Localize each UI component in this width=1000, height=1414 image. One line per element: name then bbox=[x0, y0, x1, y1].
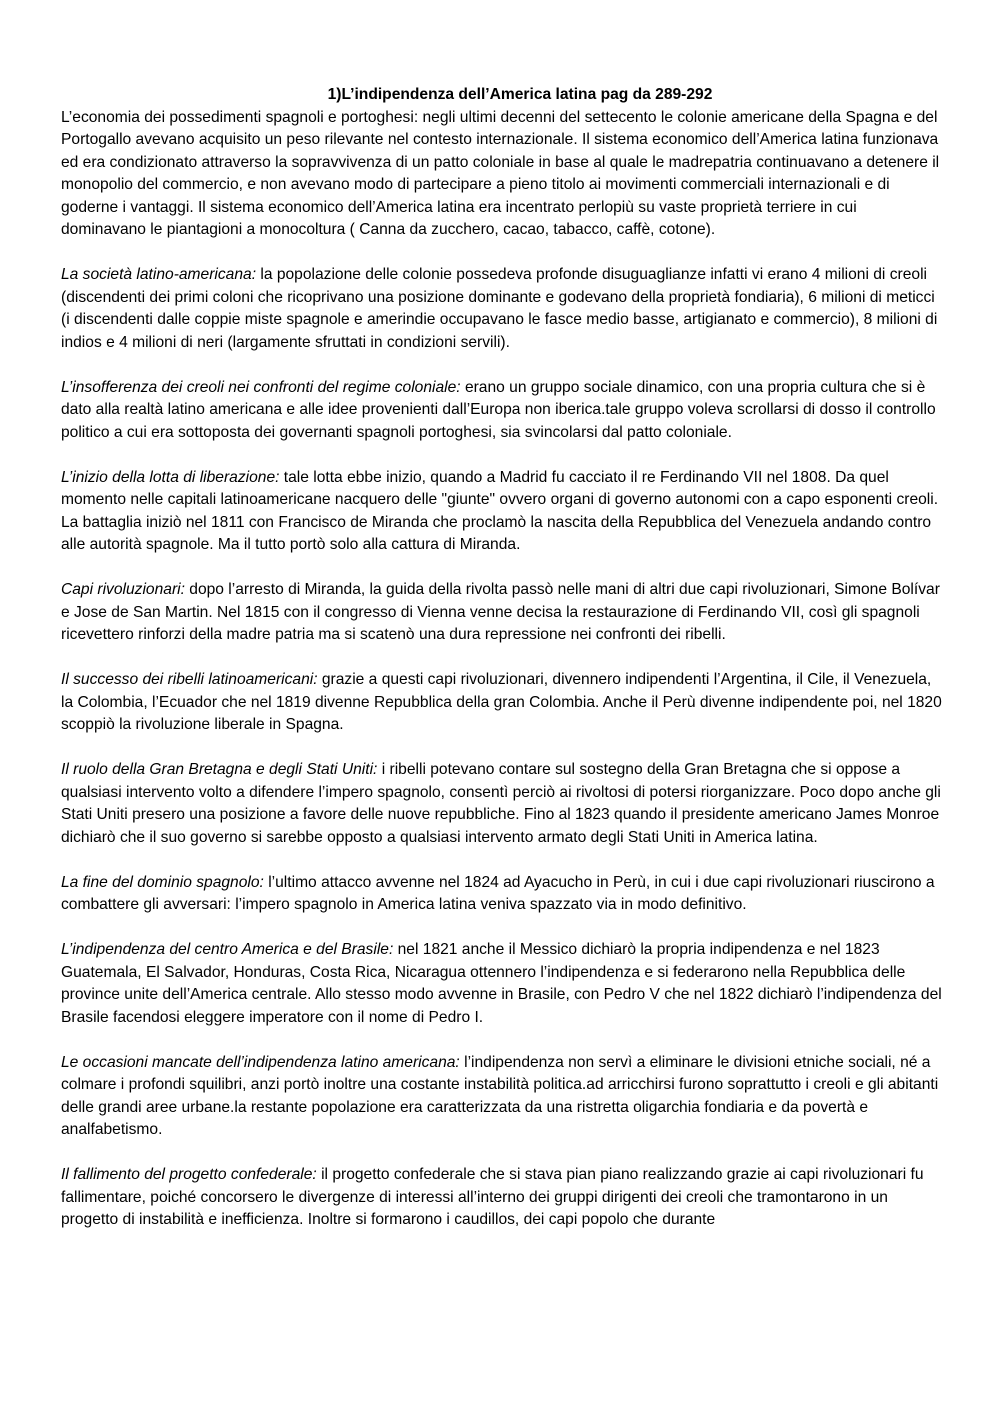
section-heading: Capi rivoluzionari: bbox=[61, 581, 185, 598]
document-page bbox=[61, 84, 943, 1254]
section-paragraph bbox=[61, 579, 943, 647]
section-text: i ribelli potevano contare sul sostegno della Gran Bretagna che si oppose a qualsiasi intervento volto a difendere l’impero spagnolo, consentì perciò ai rivoltosi di potersi riorganizzare. Poco dopo anche gli Stati Uniti presero una posizione a favore delle nuove repubbliche. Fino al 1823 quando il presidente americano James Monroe dichiarò che il suo governo si sarebbe opposto a qualsiasi intervento armato degli Stati Uniti in America latina. bbox=[61, 761, 941, 846]
section-paragraph bbox=[61, 939, 943, 1029]
section-heading: Il ruolo della Gran Bretagna e degli Stati Uniti: bbox=[61, 761, 378, 778]
section-heading: L’indipendenza del centro America e del Brasile: bbox=[61, 941, 394, 958]
section-paragraph bbox=[61, 1164, 943, 1232]
section-paragraph bbox=[61, 872, 943, 917]
section-heading: L’insofferenza dei creoli nei confronti del regime coloniale: bbox=[61, 378, 461, 396]
section-paragraph bbox=[61, 759, 943, 849]
section-text: nel 1821 anche il Messico dichiarò la propria indipendenza e nel 1823 Guatemala, El Salvador, Honduras, Costa Rica, Nicaragua ottennero l’indipendenza e si federarono nella Repubblica delle province unite dell’America centrale. Allo stesso modo avvenne in Brasile, con Pedro V che nel 1822 dichiarò l’indipendenza del Brasile facendosi eleggere imperatore con il nome di Pedro I. bbox=[61, 941, 942, 1026]
section-paragraph bbox=[61, 264, 943, 354]
section-heading: Le occasioni mancate dell’indipendenza latino americana: bbox=[61, 1053, 460, 1071]
section-heading: La società latino-americana: bbox=[61, 266, 257, 283]
section-paragraph bbox=[61, 377, 943, 445]
section-text: erano un gruppo sociale dinamico, con una propria cultura che si è dato alla realtà latino americana e alle idee provenienti dall’Europa non iberica.tale gruppo voleva scrollarsi di dosso il controllo politico a cui era sottoposta dei governanti spagnoli portoghesi, sia svincolarsi dal patto coloniale. bbox=[61, 378, 936, 441]
section-paragraph bbox=[61, 1052, 943, 1142]
section-text: l’indipendenza non servì a eliminare le divisioni etniche sociali, né a colmare i profondi squilibri, anzi portò inoltre una costante instabilità politica.ad arricchirsi furono soprattutto i creoli e gli abitanti delle grandi aree urbane.la restante popolazione era caratterizzata da una ristretta oligarchia fondiaria e da povertà e analfabetismo. bbox=[61, 1053, 939, 1138]
section-heading: L’inizio della lotta di liberazione: bbox=[61, 468, 280, 486]
section-text: l’ultimo attacco avvenne nel 1824 ad Ayacucho in Perù, in cui i due capi rivoluzionari riuscirono a combattere gli avversari: l’impero spagnolo in America latina veniva spazzato via in modo definitivo. bbox=[61, 873, 935, 913]
section-text: grazie a questi capi rivoluzionari, divennero indipendenti l’Argentina, il Cile, il Venezuela, la Colombia, l’Ecuador che nel 1819 divenne Repubblica della gran Colombia. Anche il Perù divenne indipendente poi, nel 1820 scoppiò la rivoluzione liberale in Spagna. bbox=[61, 671, 942, 733]
section-heading: Il successo dei ribelli latinoamericani: bbox=[61, 671, 318, 688]
section-text: dopo l’arresto di Miranda, la guida della rivolta passò nelle mani di altri due capi rivoluzionari, Simone Bolívar e Jose de San Martin. Nel 1815 con il congresso di Vienna venne decisa la restaurazione di Ferdinando VII, così gli spagnoli ricevettero rinforzi della madre patria ma si scatenò una dura repressione nei confronti dei ribelli. bbox=[61, 581, 940, 643]
section-heading: Il fallimento del progetto confederale: bbox=[61, 1166, 317, 1183]
page-title: 1)L’indipendenza dell’America latina pag da 289-292 bbox=[327, 86, 713, 103]
intro-paragraph: L’economia dei possedimenti spagnoli e portoghesi: negli ultimi decenni del settecento le colonie americane della Spagna e del Portogallo avevano acquisito un peso rilevante nel contesto internazionale. Il sistema economico dell’America latina funzionava ed era condizionato attraverso la sopravvivenza di un patto coloniale in base al quale le madrepatria continuavano a detenere il monopolio del commercio, e non avevano modo di partecipare a pieno titolo ai movimenti commerciali internazionali e di goderne i vantaggi. Il sistema economico dell’America latina era incentrato perlopiù su vaste proprietà terriere in cui dominavano le piantagioni a monocoltura ( Canna da zucchero, cacao, tabacco, caffè, cotone). bbox=[61, 108, 940, 238]
section-text: tale lotta ebbe inizio, quando a Madrid fu cacciato il re Ferdinando VII nel 1808. Da quel momento nelle capitali latinoamericane nacquero delle "giunte" ovvero organi di governo autonomi con a capo esponenti creoli. La battaglia iniziò nel 1811 con Francisco de Miranda che proclamò la nascita della Repubblica del Venezuela andando contro alle autorità spagnole. Ma il tutto portò solo alla cattura di Miranda. bbox=[61, 468, 939, 553]
section-text: il progetto confederale che si stava pian piano realizzando grazie ai capi rivoluzionari fu fallimentare, poiché concorsero le divergenze di interessi all’interno dei gruppi dirigenti dei creoli che tramontarono in un progetto di instabilità e inefficienza. Inoltre si formarono i caudillos, dei capi popolo che durante bbox=[61, 1166, 924, 1228]
section-text: la popolazione delle colonie possedeva profonde disuguaglianze infatti vi erano 4 milioni di creoli (discendenti dei primi coloni che ricoprivano una posizione dominante e godevano della proprietà fondiaria), 6 milioni di meticci (i discendenti dalle coppie miste spagnole e amerindie occupavano le fasce medio basse, artigianato e commercio), 8 milioni di indios e 4 milioni di neri (largamente sfruttati in condizioni servili). bbox=[61, 266, 938, 351]
section-heading: La fine del dominio spagnolo: bbox=[61, 873, 264, 891]
section-paragraph bbox=[61, 669, 943, 737]
section-paragraph bbox=[61, 467, 943, 557]
